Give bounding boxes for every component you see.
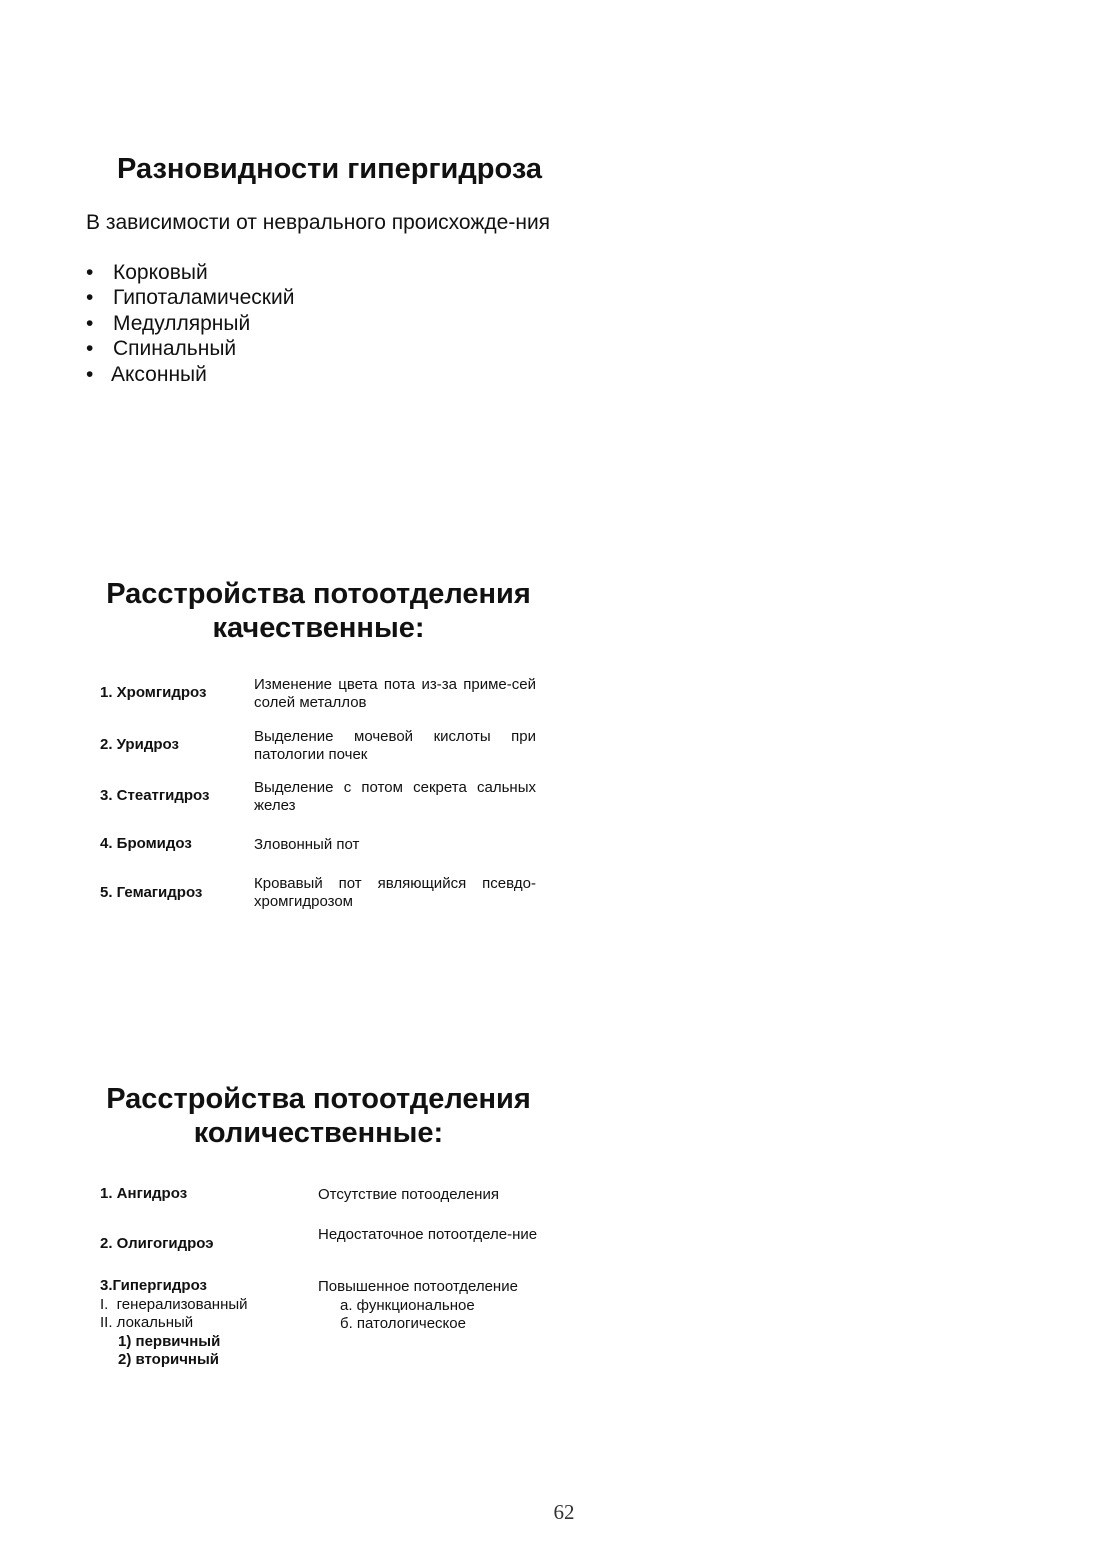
subtype-secondary: 2) вторичный <box>118 1351 220 1368</box>
list-item-label: Корковый <box>113 261 208 284</box>
section-title-qualitative <box>0 577 637 645</box>
term-label: 2. Уридроз <box>100 736 179 753</box>
title-line-1: Расстройства потоотделения <box>106 1083 531 1115</box>
title-line-2: количественные: <box>193 1117 444 1149</box>
bullet-icon: • <box>86 311 94 335</box>
list-item <box>86 285 294 310</box>
type-generalized: I. генерализованный <box>100 1295 248 1313</box>
section-title-hyperhidrosis-types: Разновидности гипергидроза <box>117 153 543 185</box>
term-label: 1. Хромгидроз <box>100 684 207 701</box>
term-label: 4. Бромидоз <box>100 835 192 852</box>
definition-pathological: б. патологическое <box>340 1315 466 1332</box>
term-label: 2. Олигогидроэ <box>100 1235 214 1252</box>
term-definition: Выделение с потом секрета сальных желез <box>254 779 536 814</box>
hyperhidrosis-types-list <box>86 260 294 387</box>
list-item <box>86 336 294 361</box>
bullet-icon: • <box>86 286 94 310</box>
list-item-label: Спинальный <box>113 337 237 361</box>
list-item-label: Медуллярный <box>113 311 251 335</box>
list-item-label: Гипоталамический <box>113 286 295 310</box>
term-definition: Отсутствие потооделения <box>318 1186 499 1203</box>
list-item <box>86 260 294 285</box>
term-label: 5. Гемагидроз <box>100 884 203 901</box>
term-definition: Кровавый пот являющийся псевдо-хромгидрозом <box>254 875 536 910</box>
list-item <box>86 311 294 336</box>
term-label: 3.Гипергидроз <box>100 1277 207 1294</box>
definition-functional: а. функциональное <box>340 1296 475 1314</box>
bullet-icon: • <box>86 362 94 386</box>
page-number: 62 <box>553 1500 575 1524</box>
list-item-label: Аксонный <box>111 362 207 386</box>
bullet-icon: • <box>86 261 94 284</box>
term-label: 1. Ангидроз <box>100 1185 188 1202</box>
title-line-1: Расстройства потоотделения <box>106 578 531 610</box>
term-definition: Недостаточное потоотделе-ние <box>318 1226 538 1243</box>
type-local: II. локальный <box>100 1314 194 1331</box>
section-title-quantitative <box>0 1082 637 1150</box>
bullet-icon: • <box>86 337 94 361</box>
hyperhidrosis-classification <box>100 1277 248 1370</box>
term-label: 3. Стеатгидроз <box>100 787 210 804</box>
term-definition: Изменение цвета пота из-за приме-сей солей металлов <box>254 676 536 711</box>
term-definition: Повышенное потоотделение <box>318 1278 518 1295</box>
subtype-primary: 1) первичный <box>118 1332 221 1350</box>
term-definition: Выделение мочевой кислоты при патологии почек <box>254 728 536 763</box>
section-intro-text: В зависимости от неврального происхожде-ния <box>86 211 551 234</box>
title-line-2: качественные: <box>212 612 425 644</box>
list-item <box>86 362 294 387</box>
hyperhidrosis-definition <box>318 1278 518 1334</box>
term-definition: Зловонный пот <box>254 836 360 853</box>
